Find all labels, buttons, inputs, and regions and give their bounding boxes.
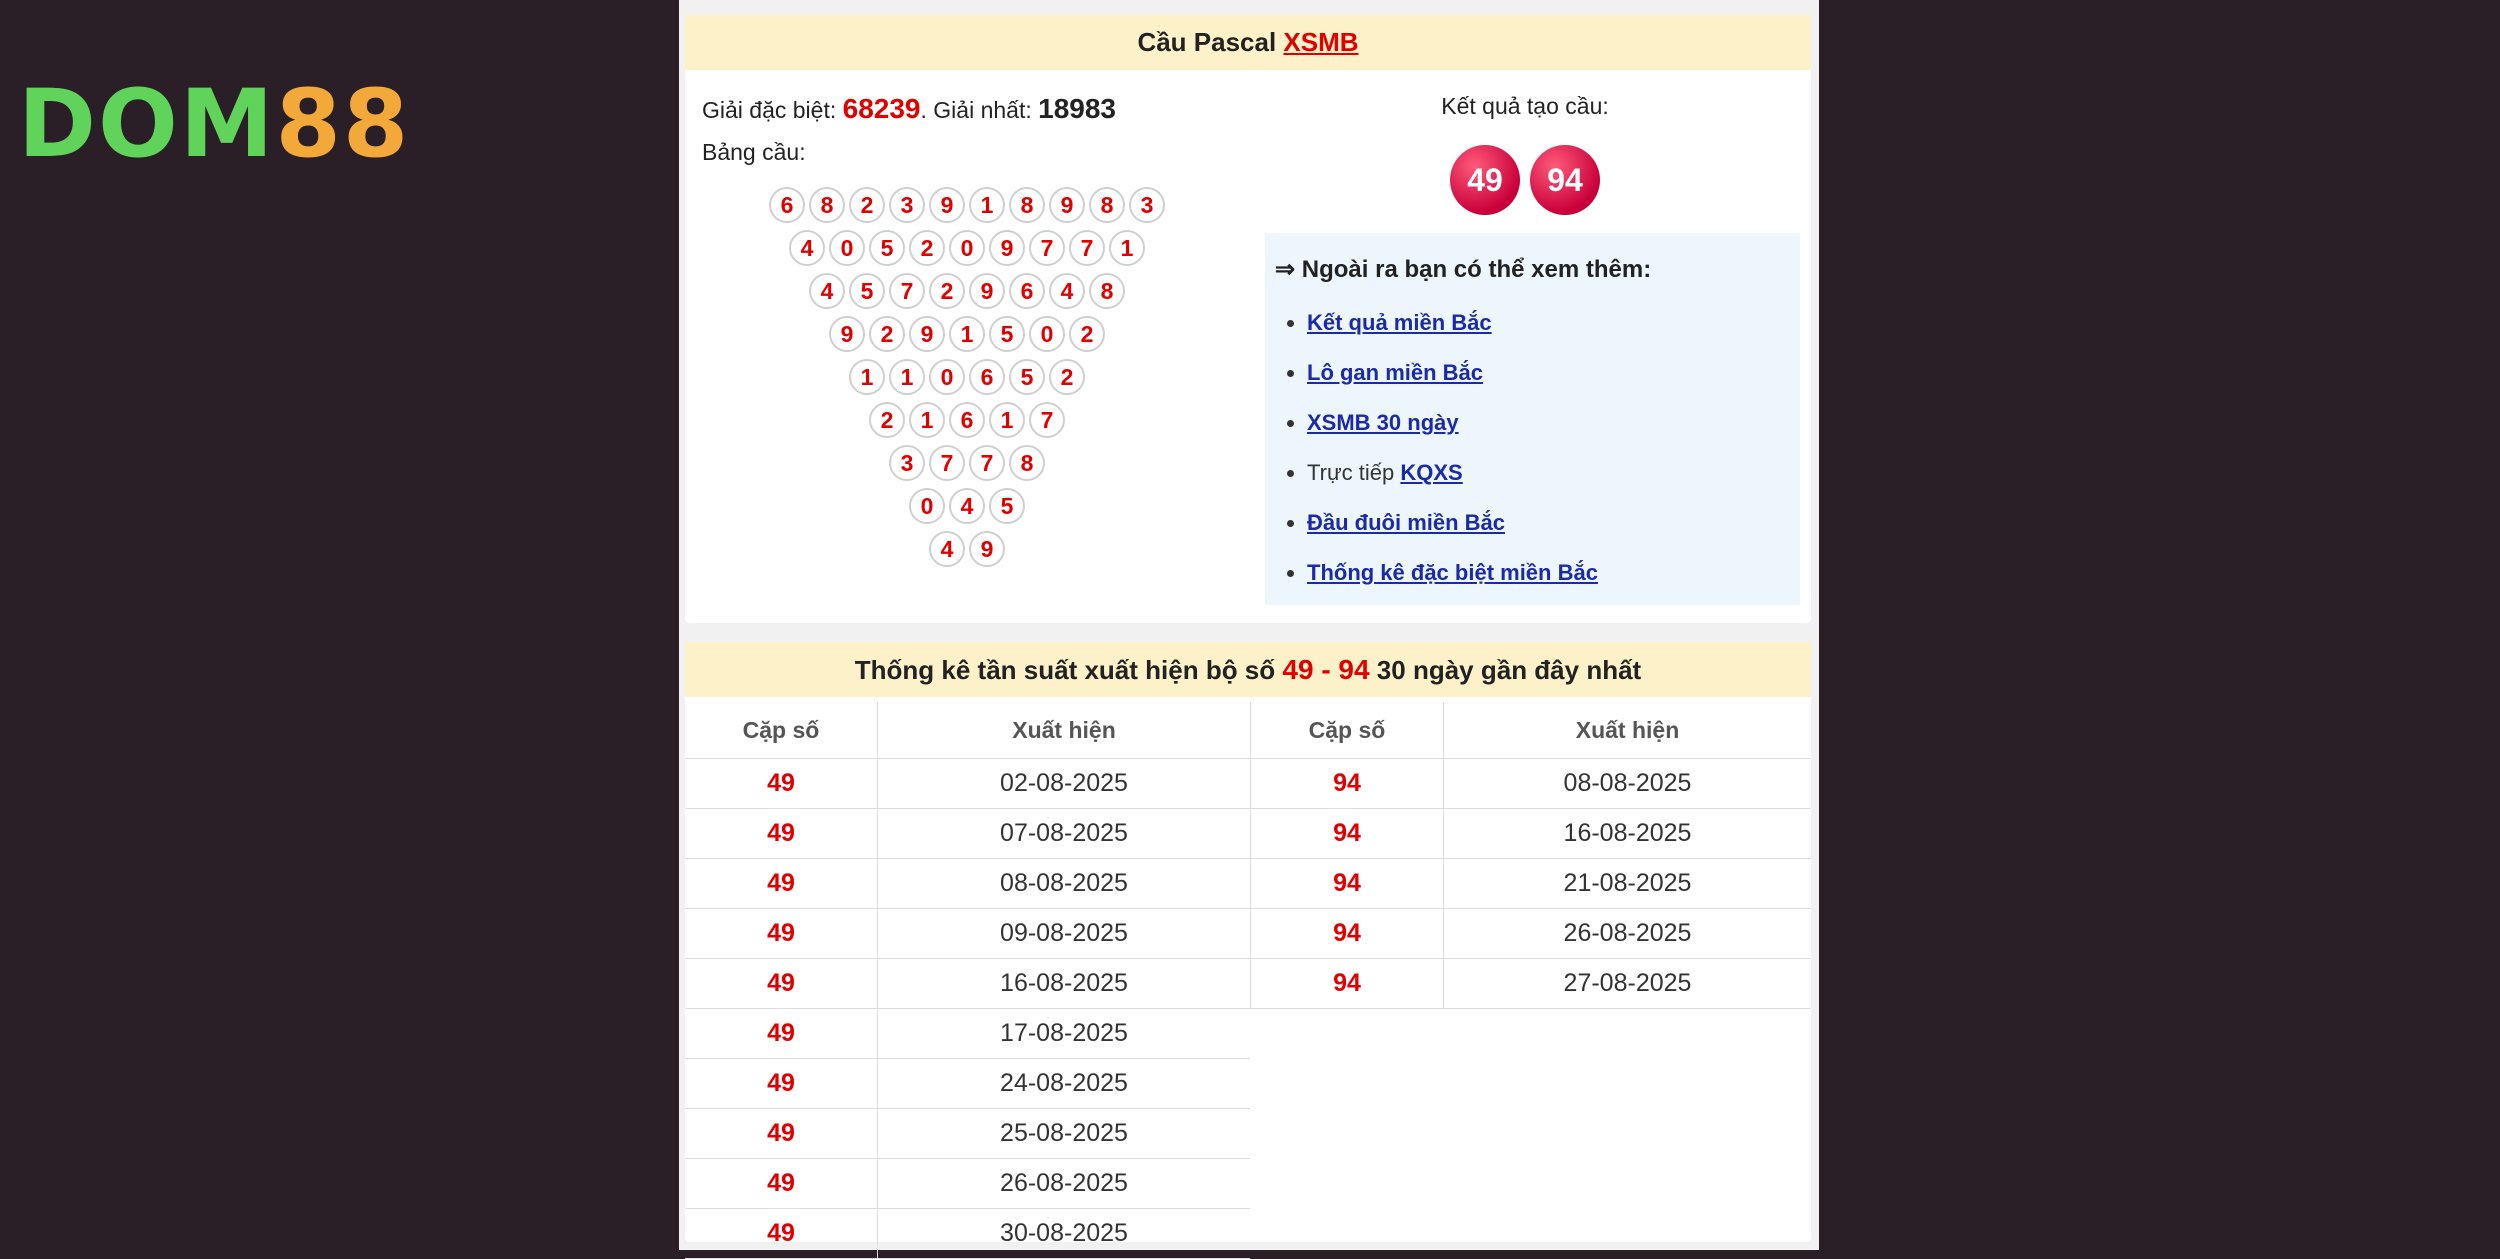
triangle-digit: 1 (909, 402, 945, 438)
xsmb-link[interactable]: XSMB (1283, 27, 1359, 57)
triangle-digit: 9 (829, 316, 865, 352)
list-item (1307, 348, 1790, 398)
pair-number: 49 (685, 1059, 878, 1109)
table-row (1251, 909, 1812, 959)
appearance-date: 27-08-2025 (1444, 959, 1812, 1009)
stats-title-prefix: Thống kê tần suất xuất hiện bộ số (854, 655, 1276, 685)
table-row (1251, 859, 1812, 909)
dom88-logo (18, 70, 411, 179)
triangle-digit: 2 (929, 273, 965, 309)
triangle-digit: 8 (1089, 273, 1125, 309)
triangle-digit: 7 (969, 445, 1005, 481)
table-row (685, 959, 1250, 1009)
triangle-digit: 2 (1069, 316, 1105, 352)
logo-text-orange: 88 (275, 70, 411, 179)
triangle-digit: 7 (889, 273, 925, 309)
result-ball: 94 (1530, 145, 1600, 215)
prize-info (702, 93, 1116, 125)
pair-number: 49 (685, 809, 878, 859)
pair-number: 49 (685, 1159, 878, 1209)
appearance-date: 26-08-2025 (878, 1159, 1251, 1209)
more-links-list (1275, 298, 1790, 598)
triangle-digit: 1 (849, 359, 885, 395)
link-ket-qua-mien-bac[interactable]: Kết quả miền Bắc (1307, 310, 1492, 335)
triangle-digit: 2 (869, 402, 905, 438)
table-row (685, 909, 1250, 959)
triangle-row (757, 445, 1177, 488)
link-prefix-truc-tiep: Trực tiếp (1307, 460, 1401, 485)
result-label: Kết quả tạo cầu: (1441, 93, 1609, 119)
appearance-date: 08-08-2025 (878, 859, 1251, 909)
triangle-digit: 2 (849, 187, 885, 223)
triangle-row (757, 230, 1177, 273)
stats-title-suffix: 30 ngày gần đây nhất (1376, 655, 1642, 685)
triangle-digit: 1 (889, 359, 925, 395)
triangle-digit: 5 (989, 316, 1025, 352)
first-prize-label: . Giải nhất: (920, 97, 1032, 123)
triangle-digit: 8 (1009, 445, 1045, 481)
triangle-digit: 9 (1049, 187, 1085, 223)
triangle-row (757, 359, 1177, 402)
appearance-date: 25-08-2025 (878, 1109, 1251, 1159)
triangle-digit: 7 (1029, 402, 1065, 438)
triangle-digit: 2 (869, 316, 905, 352)
triangle-digit: 8 (1009, 187, 1045, 223)
table-row (685, 1159, 1250, 1209)
pair-number: 94 (1251, 959, 1444, 1009)
triangle-digit: 1 (949, 316, 985, 352)
table-row (685, 759, 1250, 809)
table-row (685, 809, 1250, 859)
triangle-digit: 0 (949, 230, 985, 266)
pair-number: 49 (685, 1209, 878, 1259)
pascal-card (685, 15, 1811, 623)
triangle-digit: 2 (1049, 359, 1085, 395)
result-ball: 49 (1450, 145, 1520, 215)
stats-pair: 49 - 94 (1282, 654, 1370, 685)
triangle-digit: 1 (969, 187, 1005, 223)
col-header-pair: Cặp số (685, 702, 878, 759)
triangle-digit: 4 (809, 273, 845, 309)
pair-number: 49 (685, 959, 878, 1009)
triangle-digit: 9 (969, 531, 1005, 567)
link-dau-duoi-mien-bac[interactable]: Đầu đuôi miền Bắc (1307, 510, 1506, 535)
link-lo-gan-mien-bac[interactable]: Lô gan miền Bắc (1307, 360, 1484, 385)
triangle-row (757, 273, 1177, 316)
appearance-date: 24-08-2025 (878, 1059, 1251, 1109)
triangle-digit: 4 (789, 230, 825, 266)
appearance-date: 17-08-2025 (878, 1009, 1251, 1059)
pair-number: 49 (685, 1009, 878, 1059)
triangle-digit: 4 (929, 531, 965, 567)
triangle-digit: 5 (869, 230, 905, 266)
pascal-triangle (757, 187, 1177, 574)
triangle-digit: 7 (929, 445, 965, 481)
stats-table-right (1250, 702, 1811, 1009)
content-column (679, 0, 1819, 1250)
pair-number: 94 (1251, 909, 1444, 959)
table-row (1251, 959, 1812, 1009)
triangle-digit: 0 (829, 230, 865, 266)
list-item (1307, 448, 1790, 498)
appearance-date: 30-08-2025 (878, 1209, 1251, 1259)
first-prize-value: 18983 (1038, 93, 1117, 124)
more-links-box (1265, 233, 1800, 605)
pair-number: 94 (1251, 859, 1444, 909)
triangle-digit: 8 (1089, 187, 1125, 223)
triangle-digit: 7 (1029, 230, 1065, 266)
triangle-digit: 2 (909, 230, 945, 266)
table-row (685, 1009, 1250, 1059)
pascal-title-text: Cầu Pascal (1137, 27, 1277, 57)
link-thong-ke-dac-biet[interactable]: Thống kê đặc biệt miền Bắc (1307, 560, 1598, 585)
link-kqxs[interactable]: KQXS (1400, 460, 1463, 485)
list-item (1307, 398, 1790, 448)
triangle-digit: 6 (969, 359, 1005, 395)
col-header-pair: Cặp số (1251, 702, 1444, 759)
triangle-digit: 4 (949, 488, 985, 524)
list-item (1307, 298, 1790, 348)
triangle-row (757, 531, 1177, 574)
pair-number: 49 (685, 859, 878, 909)
pascal-card-title (685, 15, 1811, 70)
triangle-digit: 9 (969, 273, 1005, 309)
appearance-date: 08-08-2025 (1444, 759, 1812, 809)
list-item (1307, 498, 1790, 548)
pair-number: 94 (1251, 759, 1444, 809)
table-row (685, 859, 1250, 909)
triangle-row (757, 402, 1177, 445)
triangle-digit: 6 (769, 187, 805, 223)
triangle-digit: 0 (1029, 316, 1065, 352)
triangle-digit: 5 (1009, 359, 1045, 395)
triangle-digit: 3 (1129, 187, 1165, 223)
triangle-digit: 0 (929, 359, 965, 395)
logo-text-green: DOM (18, 70, 276, 179)
triangle-digit: 5 (989, 488, 1025, 524)
stats-card-title (685, 642, 1811, 697)
col-header-dates: Xuất hiện (878, 702, 1251, 759)
appearance-date: 02-08-2025 (878, 759, 1251, 809)
pair-number: 49 (685, 909, 878, 959)
special-prize-label: Giải đặc biệt: (702, 97, 837, 123)
triangle-digit: 5 (849, 273, 885, 309)
stats-table-left (685, 702, 1250, 1259)
pair-number: 49 (685, 759, 878, 809)
list-item (1307, 548, 1790, 598)
triangle-digit: 9 (929, 187, 965, 223)
triangle-row (757, 488, 1177, 531)
pair-number: 94 (1251, 809, 1444, 859)
triangle-digit: 4 (1049, 273, 1085, 309)
appearance-date: 07-08-2025 (878, 809, 1251, 859)
link-xsmb-30-ngay[interactable]: XSMB 30 ngày (1307, 410, 1459, 435)
triangle-digit: 3 (889, 445, 925, 481)
triangle-digit: 6 (1009, 273, 1045, 309)
appearance-date: 16-08-2025 (1444, 809, 1812, 859)
appearance-date: 09-08-2025 (878, 909, 1251, 959)
appearance-date: 26-08-2025 (1444, 909, 1812, 959)
appearance-date: 21-08-2025 (1444, 859, 1812, 909)
appearance-date: 16-08-2025 (878, 959, 1251, 1009)
pair-number: 49 (685, 1109, 878, 1159)
more-links-title: ⇒ Ngoài ra bạn có thể xem thêm: (1275, 256, 1652, 283)
triangle-digit: 9 (989, 230, 1025, 266)
result-balls (1255, 145, 1795, 215)
triangle-row (757, 187, 1177, 230)
stats-card (685, 642, 1811, 1247)
col-header-dates: Xuất hiện (1444, 702, 1812, 759)
triangle-digit: 0 (909, 488, 945, 524)
triangle-digit: 1 (1109, 230, 1145, 266)
table-row (685, 1109, 1250, 1159)
triangle-digit: 8 (809, 187, 845, 223)
special-prize-value: 68239 (842, 93, 921, 124)
triangle-digit: 7 (1069, 230, 1105, 266)
triangle-row (757, 316, 1177, 359)
table-row (685, 1209, 1250, 1259)
table-row (1251, 759, 1812, 809)
table-label: Bảng cầu: (702, 139, 806, 165)
triangle-digit: 6 (949, 402, 985, 438)
triangle-digit: 9 (909, 316, 945, 352)
table-row (1251, 809, 1812, 859)
triangle-digit: 1 (989, 402, 1025, 438)
triangle-digit: 3 (889, 187, 925, 223)
table-row (685, 1059, 1250, 1109)
